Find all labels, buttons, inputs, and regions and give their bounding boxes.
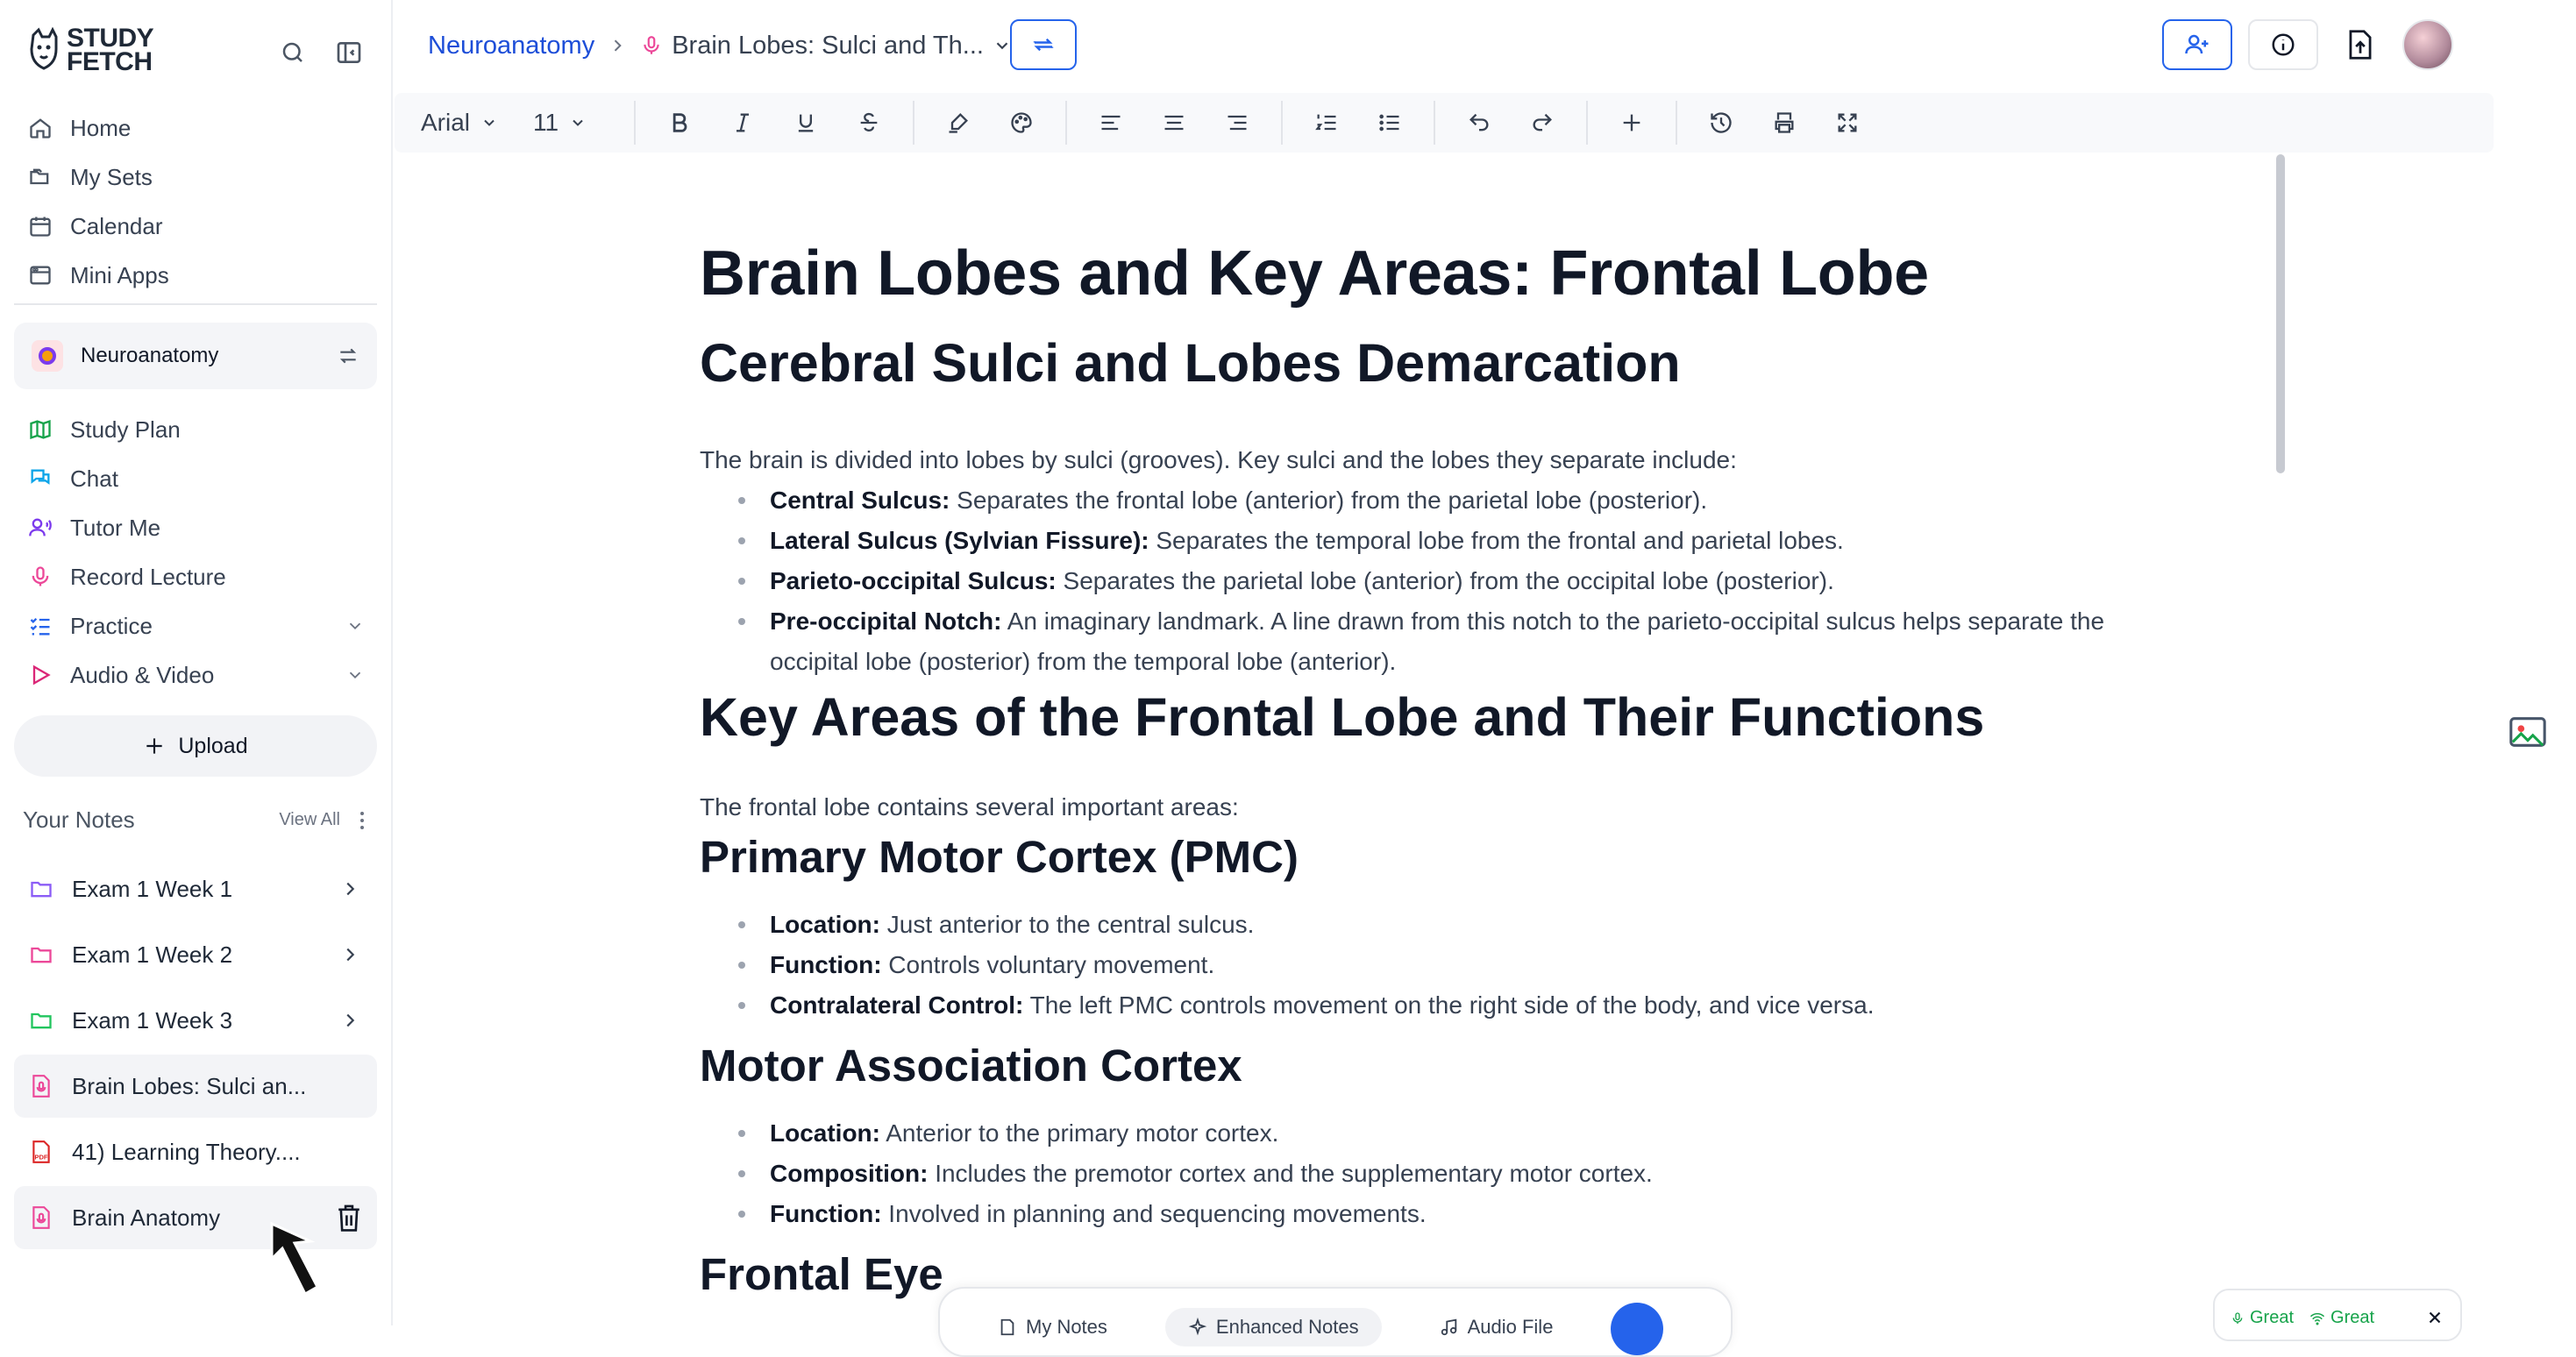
undo-icon xyxy=(1467,110,1491,135)
tab-my-notes[interactable] xyxy=(975,1308,1130,1346)
nav-audio-video[interactable] xyxy=(14,650,377,700)
nav-chat[interactable] xyxy=(14,454,377,503)
font-size-select[interactable] xyxy=(533,109,587,137)
main-nav xyxy=(14,103,377,300)
nav-record-lecture-label: Record Lecture xyxy=(70,563,226,590)
nav-mini-apps-label: Mini Apps xyxy=(70,261,169,288)
microphone-icon xyxy=(640,34,663,57)
info-button[interactable] xyxy=(2248,19,2318,70)
note-item-active[interactable] xyxy=(14,1055,377,1118)
chevron-down-icon[interactable] xyxy=(345,616,365,636)
nav-tutor-me[interactable] xyxy=(14,503,377,552)
notes-icon xyxy=(998,1318,1017,1337)
audio-note-icon xyxy=(28,1073,54,1099)
invite-button[interactable] xyxy=(2162,19,2232,70)
doc-paragraph-key-areas: The frontal lobe contains several important areas: xyxy=(700,793,1239,821)
image-widget-icon[interactable] xyxy=(2508,712,2548,752)
nav-audio-video-label: Audio & Video xyxy=(70,661,215,688)
note-label: Brain Anatomy xyxy=(72,1204,221,1231)
history-button[interactable] xyxy=(1696,101,1747,145)
add-user-icon xyxy=(2184,32,2210,58)
strikethrough-icon xyxy=(857,110,881,135)
app-window-icon xyxy=(26,261,54,289)
notes-list xyxy=(14,857,377,1252)
list-item: Location: Just anterior to the central sulcus. xyxy=(770,905,2190,945)
toolbar-divider xyxy=(1065,101,1067,145)
align-right-button[interactable] xyxy=(1212,101,1263,145)
numbered-list-button[interactable] xyxy=(1301,101,1352,145)
nav-home[interactable] xyxy=(14,103,377,153)
mac-list xyxy=(700,1113,2190,1234)
tutor-icon xyxy=(26,514,54,542)
underline-icon xyxy=(793,110,818,135)
notes-mode-bar xyxy=(938,1287,1733,1357)
bold-button[interactable] xyxy=(654,101,705,145)
brand-line1: STUDY xyxy=(67,24,154,53)
wifi-icon xyxy=(2309,1311,2325,1325)
sulci-list xyxy=(700,480,2190,682)
align-left-icon xyxy=(1099,110,1123,135)
nav-study-plan-label: Study Plan xyxy=(70,416,181,443)
nav-mini-apps[interactable] xyxy=(14,251,377,300)
nav-home-label: Home xyxy=(70,114,132,141)
dog-logo-icon xyxy=(26,28,61,72)
checklist-icon xyxy=(26,612,54,640)
upload-button[interactable] xyxy=(14,715,377,777)
sidebar-divider xyxy=(14,303,377,305)
bullet-list-icon xyxy=(1377,110,1402,135)
user-avatar[interactable] xyxy=(2402,19,2453,70)
sparkle-icon xyxy=(1188,1318,1207,1337)
italic-icon xyxy=(730,110,755,135)
note-label: Exam 1 Week 3 xyxy=(72,1006,233,1034)
align-right-icon xyxy=(1225,110,1249,135)
history-icon xyxy=(1709,110,1733,135)
fullscreen-button[interactable] xyxy=(1822,101,1873,145)
brand-line2: FETCH xyxy=(67,47,153,76)
breadcrumb-current-label: Brain Lobes: Sulci and Th... xyxy=(672,31,984,60)
set-nav xyxy=(14,405,377,700)
view-all-link[interactable]: View All xyxy=(279,810,340,829)
list-item: Pre-occipital Notch: An imaginary landmark. A line drawn from this notch to the parieto-occipital sulcus helps separate the occipital lobe (posterior) from the temporal lobe (anterior). xyxy=(770,601,2190,682)
current-set-card[interactable] xyxy=(14,323,377,389)
home-icon xyxy=(26,114,54,142)
info-icon xyxy=(2270,32,2296,58)
tab-enhanced-notes[interactable] xyxy=(1165,1308,1382,1346)
list-item: Contralateral Control: The left PMC controls movement on the right side of the body, and vice versa. xyxy=(770,985,2190,1026)
note-label: Exam 1 Week 2 xyxy=(72,941,233,968)
numbered-list-icon xyxy=(1314,110,1339,135)
note-folder-item[interactable] xyxy=(14,923,377,986)
note-folder-item[interactable] xyxy=(14,989,377,1052)
undo-button[interactable] xyxy=(1454,101,1505,145)
folder-icon xyxy=(28,1007,54,1034)
breadcrumb-root-link[interactable]: Neuroanatomy xyxy=(428,31,595,60)
folder-icon xyxy=(28,941,54,968)
note-label: 41) Learning Theory.... xyxy=(72,1138,301,1165)
notes-header xyxy=(23,806,366,834)
italic-button[interactable] xyxy=(717,101,768,145)
doc-heading-mac: Motor Association Cortex xyxy=(700,1041,1242,1091)
nav-calendar[interactable] xyxy=(14,202,377,251)
chevron-down-icon xyxy=(569,114,587,131)
music-icon xyxy=(1440,1318,1459,1337)
toolbar-divider xyxy=(634,101,636,145)
nav-study-plan[interactable] xyxy=(14,405,377,454)
redo-icon xyxy=(1530,110,1555,135)
doc-heading-pmc: Primary Motor Cortex (PMC) xyxy=(700,832,1299,882)
wifi-status: Great xyxy=(2309,1308,2374,1328)
play-icon xyxy=(26,661,54,689)
nav-my-sets-label: My Sets xyxy=(70,163,153,190)
bold-icon xyxy=(667,110,692,135)
folders-icon xyxy=(26,163,54,191)
svg-text:PDF: PDF xyxy=(34,1153,48,1162)
nav-practice-label: Practice xyxy=(70,612,153,639)
chevron-right-icon[interactable] xyxy=(340,879,359,899)
list-item: Composition: Includes the premotor cortex and the supplementary motor cortex. xyxy=(770,1154,2190,1194)
editor-scrollbar[interactable] xyxy=(2276,154,2285,473)
list-item: Parieto-occipital Sulcus: Separates the parietal lobe (anterior) from the occipital lobe (posterior). xyxy=(770,561,2190,601)
connection-status xyxy=(2213,1289,2462,1341)
pdf-icon xyxy=(28,1139,54,1165)
toolbar-divider xyxy=(1281,101,1283,145)
note-folder-item[interactable] xyxy=(14,857,377,920)
doc-heading-next: Frontal Eye xyxy=(700,1249,943,1299)
print-button[interactable] xyxy=(1759,101,1810,145)
plus-icon xyxy=(143,735,166,757)
align-left-button[interactable] xyxy=(1085,101,1136,145)
insert-button[interactable] xyxy=(1606,101,1657,145)
nav-record-lecture[interactable] xyxy=(14,552,377,601)
nav-my-sets[interactable] xyxy=(14,153,377,202)
align-center-icon xyxy=(1162,110,1186,135)
chevron-right-icon xyxy=(608,37,626,54)
highlighter-icon xyxy=(946,110,971,135)
map-icon xyxy=(26,416,54,444)
mic-status: Great xyxy=(2231,1308,2294,1328)
plus-icon xyxy=(1619,110,1644,135)
bullet-list-button[interactable] xyxy=(1364,101,1415,145)
doc-paragraph-sulci: The brain is divided into lobes by sulci (grooves). Key sulci and the lobes they separate include: xyxy=(700,446,1737,473)
audio-note-icon xyxy=(28,1204,54,1231)
note-label: Brain Lobes: Sulci an... xyxy=(72,1072,307,1099)
strikethrough-button[interactable] xyxy=(843,101,894,145)
chevron-down-icon xyxy=(480,114,498,131)
switch-set-icon[interactable] xyxy=(337,345,359,367)
nav-practice[interactable] xyxy=(14,601,377,650)
notes-title: Your Notes xyxy=(23,806,135,833)
toolbar-divider xyxy=(913,101,914,145)
underline-button[interactable] xyxy=(780,101,831,145)
toolbar-divider xyxy=(1586,101,1588,145)
tab-audio-file-label: Audio File xyxy=(1467,1316,1554,1338)
record-button[interactable] xyxy=(1611,1303,1663,1355)
expand-icon xyxy=(1835,110,1860,135)
document-editor[interactable] xyxy=(700,231,2190,1304)
nav-tutor-me-label: Tutor Me xyxy=(70,514,161,541)
toolbar-divider xyxy=(1434,101,1435,145)
text-color-button[interactable] xyxy=(996,101,1047,145)
collapse-sidebar-icon[interactable] xyxy=(333,37,365,68)
more-options-icon[interactable] xyxy=(358,810,366,831)
tab-enhanced-notes-label: Enhanced Notes xyxy=(1215,1316,1359,1338)
highlight-button[interactable] xyxy=(933,101,984,145)
chat-bubbles-icon xyxy=(26,465,54,493)
list-item: Location: Anterior to the primary motor cortex. xyxy=(770,1113,2190,1154)
calendar-icon xyxy=(26,212,54,240)
chevron-down-icon[interactable] xyxy=(345,665,365,685)
sync-button[interactable] xyxy=(1010,19,1077,70)
current-set-name: Neuroanatomy xyxy=(81,344,219,367)
set-avatar xyxy=(32,340,63,372)
microphone-icon xyxy=(26,563,54,591)
tab-my-notes-label: My Notes xyxy=(1026,1316,1107,1338)
doc-heading-key-areas: Key Areas of the Frontal Lobe and Their Functions xyxy=(700,687,1985,747)
list-item: Central Sulcus: Separates the frontal lobe (anterior) from the parietal lobe (posterior). xyxy=(770,480,2190,521)
microphone-icon xyxy=(2231,1311,2245,1325)
chevron-right-icon[interactable] xyxy=(340,945,359,964)
nav-chat-label: Chat xyxy=(70,465,118,492)
list-item: Lateral Sulcus (Sylvian Fissure): Separates the temporal lobe from the frontal and parietal lobes. xyxy=(770,521,2190,561)
brand-logo[interactable] xyxy=(26,26,198,74)
note-pdf-item[interactable] xyxy=(14,1120,377,1183)
palette-icon xyxy=(1009,110,1034,135)
font-family-value: Arial xyxy=(421,109,471,136)
align-center-button[interactable] xyxy=(1149,101,1199,145)
upload-label: Upload xyxy=(178,733,248,758)
chevron-down-icon xyxy=(993,36,1012,55)
breadcrumb-current-dropdown[interactable] xyxy=(640,32,1012,60)
search-icon[interactable] xyxy=(277,37,309,68)
font-size-value: 11 xyxy=(533,109,559,136)
tab-audio-file[interactable] xyxy=(1417,1308,1576,1346)
chevron-right-icon[interactable] xyxy=(340,1011,359,1030)
editor-toolbar xyxy=(395,93,2494,153)
doc-heading-sulci: Cerebral Sulci and Lobes Demarcation xyxy=(700,333,1681,393)
folder-icon xyxy=(28,876,54,902)
mouse-cursor-icon xyxy=(268,1220,347,1299)
nav-calendar-label: Calendar xyxy=(70,212,163,239)
breadcrumb xyxy=(428,26,1012,65)
file-export-icon xyxy=(2345,29,2375,60)
list-item: Function: Involved in planning and sequencing movements. xyxy=(770,1194,2190,1234)
toolbar-divider xyxy=(1676,101,1677,145)
redo-button[interactable] xyxy=(1517,101,1568,145)
close-icon[interactable] xyxy=(2425,1308,2444,1327)
font-family-select[interactable] xyxy=(421,109,498,137)
list-item: Function: Controls voluntary movement. xyxy=(770,945,2190,985)
doc-title: Brain Lobes and Key Areas: Frontal Lobe xyxy=(700,238,1929,309)
sidebar xyxy=(0,0,393,1325)
printer-icon xyxy=(1772,110,1797,135)
pmc-list xyxy=(700,905,2190,1026)
note-label: Exam 1 Week 1 xyxy=(72,875,233,902)
header-actions xyxy=(2162,19,2453,70)
export-button[interactable] xyxy=(2334,19,2387,70)
refresh-icon xyxy=(1030,32,1057,58)
